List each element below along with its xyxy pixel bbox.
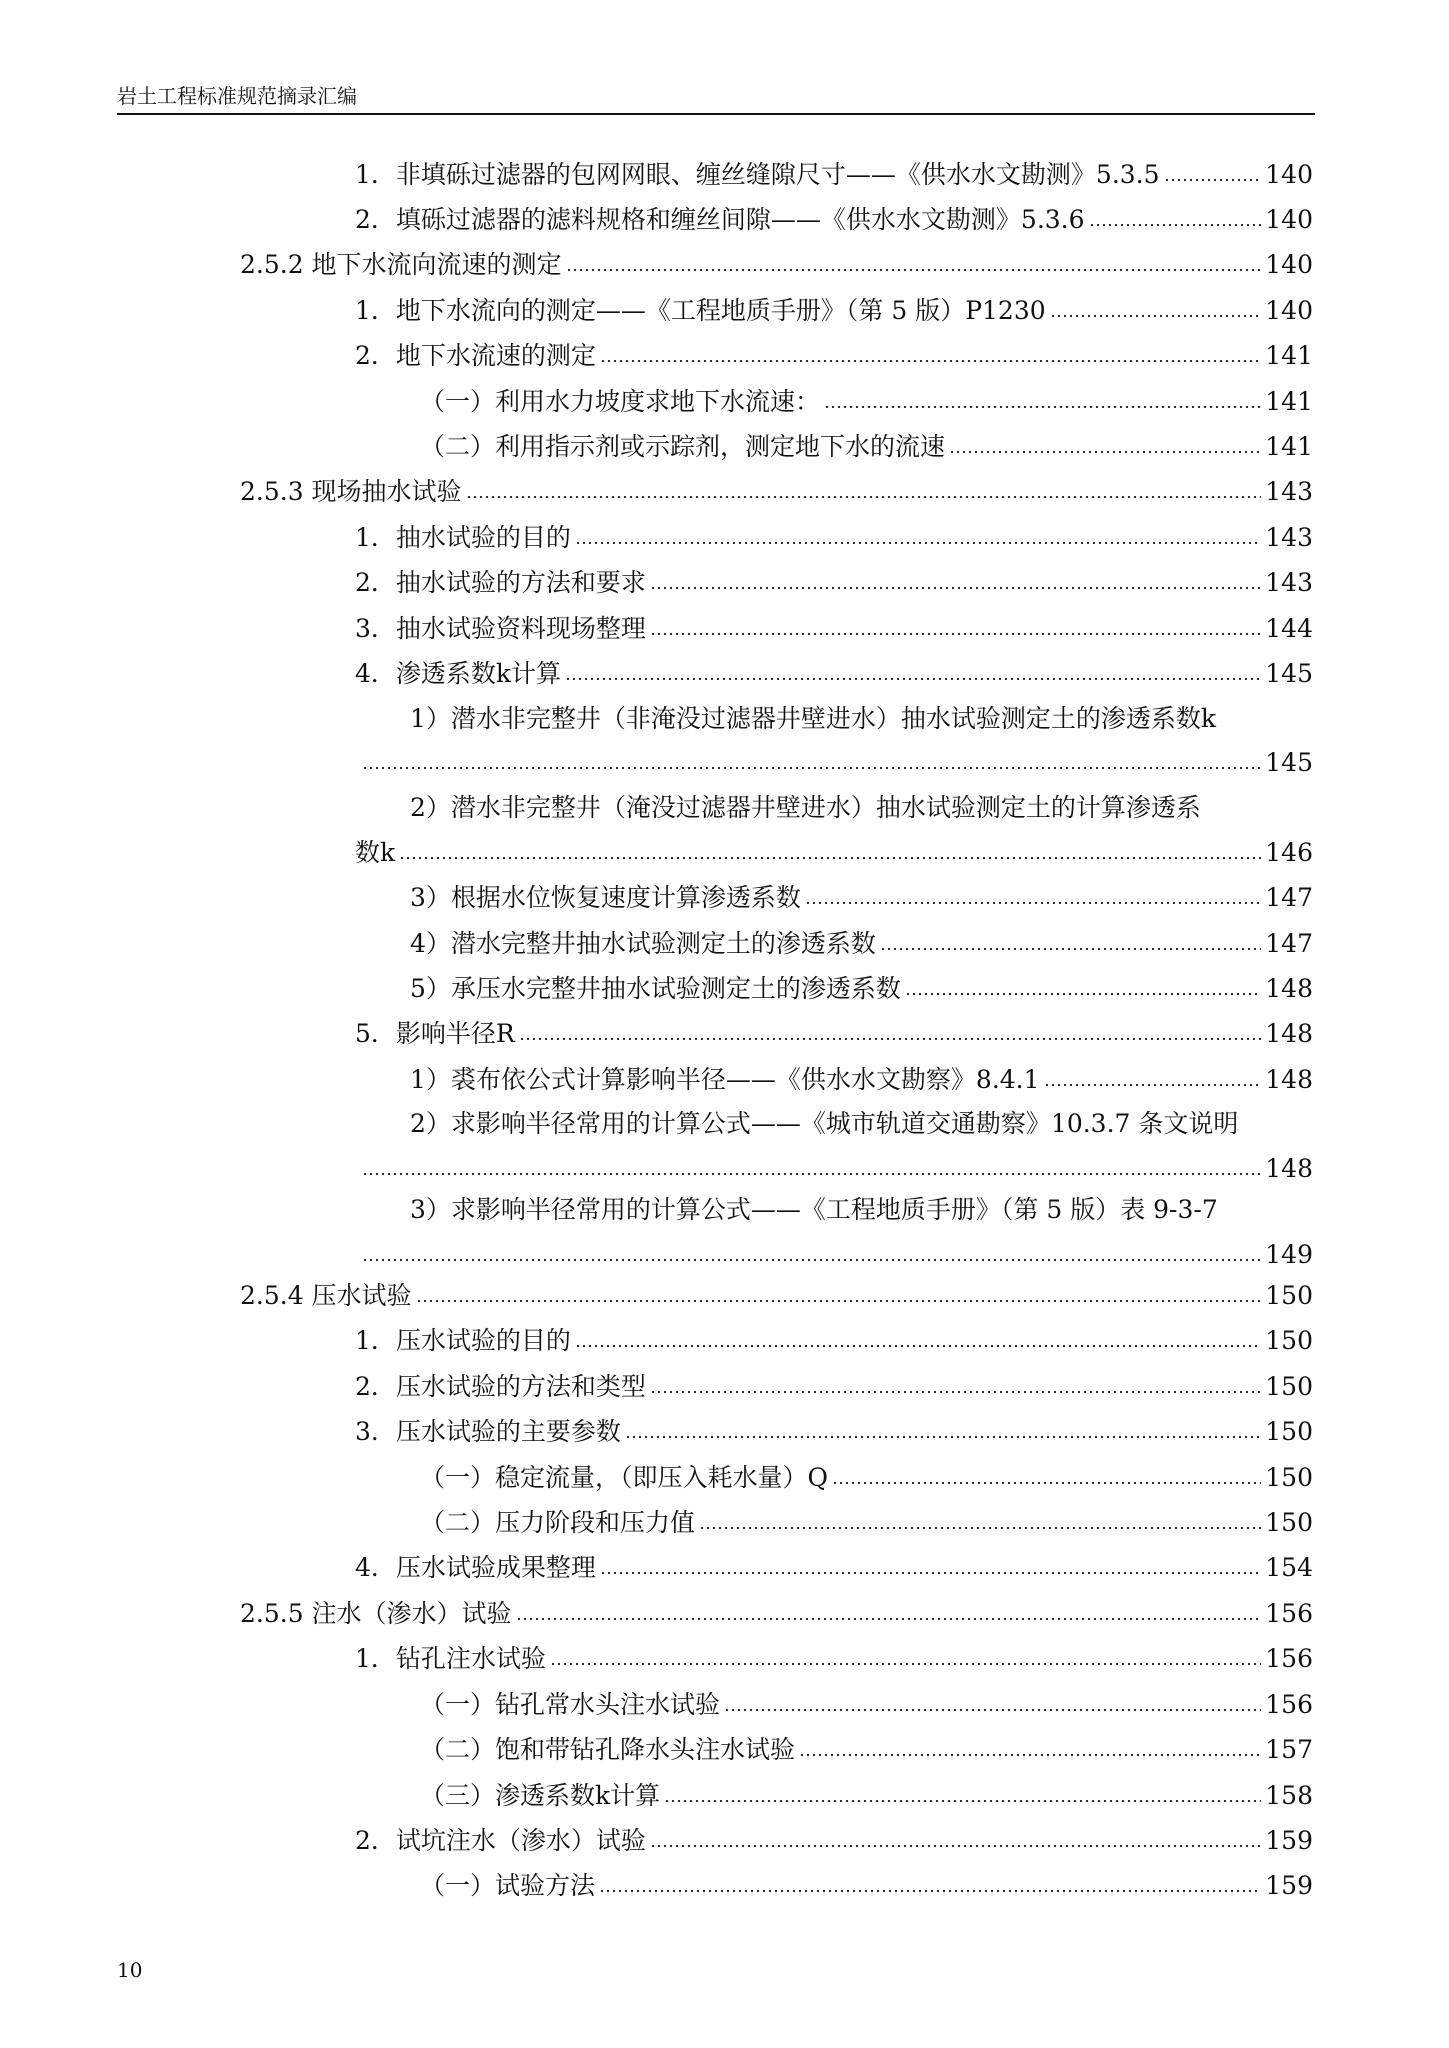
toc-entry-text: 2.5.4 压水试验 [240, 1281, 412, 1310]
leader-dots [824, 404, 1261, 410]
toc-section-entry[interactable] [240, 250, 1313, 280]
leader-dots [565, 676, 1261, 682]
toc-entry-page: 154 [1265, 1553, 1313, 1582]
toc-entry-text: 3．抽水试验资料现场整理 [355, 614, 646, 643]
toc-entry-page: 145 [1265, 748, 1313, 777]
toc-subentry[interactable] [410, 883, 1313, 913]
toc-entry-text: 2.5.5 注水（渗水）试验 [240, 1599, 512, 1628]
leader-dots [466, 494, 1262, 500]
toc-entry[interactable] [355, 205, 1313, 235]
leader-dots [519, 1036, 1262, 1042]
leader-dots [1050, 313, 1262, 319]
toc-entry-text: （三）渗透系数k计算 [420, 1781, 661, 1810]
toc-entry-text: （一）稳定流量，（即压入耗水量）Q [420, 1463, 828, 1492]
toc-entry-page: 157 [1265, 1735, 1313, 1764]
leader-dots [1044, 1082, 1262, 1088]
toc-entry[interactable] [355, 1553, 1313, 1583]
leader-dots [516, 1616, 1262, 1622]
toc-subentry[interactable] [420, 387, 1313, 417]
toc-entry-page: 140 [1265, 296, 1313, 325]
toc-entry[interactable] [355, 614, 1313, 644]
leader-dots [550, 1661, 1261, 1667]
leader-dots [566, 267, 1262, 273]
toc-entry-text: 1）潜水非完整井（非淹没过滤器井壁进水）抽水试验测定土的渗透系数k [410, 704, 1217, 733]
toc-entry-page: 159 [1265, 1871, 1313, 1900]
toc-entry-continuation[interactable] [362, 748, 1313, 778]
toc-entry-page: 143 [1265, 568, 1313, 597]
toc-entry-text: 1）裘布依公式计算影响半径——《供水水文勘察》8.4.1 [410, 1065, 1040, 1094]
toc-entry-page: 149 [1265, 1240, 1313, 1269]
toc-entry-text: （一）利用水力坡度求地下水流速： [420, 387, 821, 416]
leader-dots [832, 1480, 1261, 1486]
leader-dots [362, 1257, 1261, 1263]
leader-dots [600, 1570, 1261, 1576]
toc-entry-page: 147 [1265, 883, 1313, 912]
toc-subentry[interactable] [420, 1508, 1313, 1538]
toc-subentry[interactable] [420, 1871, 1313, 1901]
toc-entry-text: 5．影响半径R [355, 1019, 515, 1048]
toc-entry-page: 143 [1265, 523, 1313, 552]
toc-entry[interactable] [355, 659, 1313, 689]
toc-entry-text: （二）压力阶段和压力值 [420, 1508, 696, 1537]
leader-dots [599, 1888, 1261, 1894]
toc-entry-page: 150 [1265, 1463, 1313, 1492]
toc-entry[interactable] [355, 296, 1313, 326]
toc-entry-page: 156 [1265, 1690, 1313, 1719]
toc-entry-continuation[interactable] [362, 1154, 1313, 1184]
leader-dots [399, 855, 1261, 861]
toc-entry-page: 146 [1265, 838, 1313, 867]
toc-entry-page: 143 [1265, 477, 1313, 506]
toc-entry-text: 2．抽水试验的方法和要求 [355, 568, 646, 597]
toc-entry-text: 2.5.2 地下水流向流速的测定 [240, 250, 562, 279]
leader-dots [905, 991, 1261, 997]
leader-dots [600, 358, 1261, 364]
leader-dots [575, 1343, 1261, 1349]
leader-dots [880, 946, 1261, 952]
toc-entry-text: 2）潜水非完整井（淹没过滤器井壁进水）抽水试验测定土的计算渗透系 [410, 793, 1201, 822]
toc-entry-text: 2．压水试验的方法和类型 [355, 1372, 646, 1401]
toc-entry-text: 5）承压水完整井抽水试验测定土的渗透系数 [410, 974, 901, 1003]
toc-entry-page: 150 [1265, 1326, 1313, 1355]
leader-dots [949, 449, 1261, 455]
toc-subentry[interactable] [420, 1735, 1313, 1765]
toc-entry-text-cont: 数k [355, 838, 396, 867]
toc-entry-page: 156 [1265, 1644, 1313, 1673]
toc-entry-page: 148 [1265, 1065, 1313, 1094]
toc-section-entry[interactable] [240, 1281, 1313, 1311]
toc-entry-page: 159 [1265, 1826, 1313, 1855]
toc-entry-text: （一）试验方法 [420, 1871, 596, 1900]
toc-subentry[interactable] [420, 1781, 1313, 1811]
toc-subentry[interactable] [420, 1463, 1313, 1493]
leader-dots [625, 1434, 1261, 1440]
toc-entry-text: 2）求影响半径常用的计算公式——《城市轨道交通勘察》10.3.7 条文说明 [410, 1109, 1239, 1138]
toc-entry-page: 148 [1265, 1019, 1313, 1048]
toc-entry[interactable] [355, 1326, 1313, 1356]
toc-entry-page: 156 [1265, 1599, 1313, 1628]
header-rule [117, 113, 1315, 115]
toc-entry-text: 3．压水试验的主要参数 [355, 1417, 621, 1446]
running-header-title: 岩土工程标准规范摘录汇编 [117, 84, 357, 108]
toc-entry[interactable] [355, 1826, 1313, 1856]
toc-entry[interactable] [355, 1372, 1313, 1402]
toc-entry-text: 2．试坑注水（渗水）试验 [355, 1826, 646, 1855]
toc-entry-page: 140 [1265, 250, 1313, 279]
leader-dots [1089, 222, 1262, 228]
toc-entry[interactable] [355, 1644, 1313, 1674]
toc-entry[interactable] [355, 160, 1313, 190]
toc-entry-text: 2．地下水流速的测定 [355, 341, 596, 370]
leader-dots [805, 900, 1261, 906]
toc-entry-page: 141 [1265, 387, 1313, 416]
toc-entry-page: 140 [1265, 205, 1313, 234]
toc-entry[interactable] [355, 341, 1313, 371]
leader-dots [416, 1298, 1262, 1304]
toc-subentry[interactable] [410, 1065, 1313, 1095]
leader-dots [799, 1752, 1261, 1758]
leader-dots [650, 1843, 1261, 1849]
toc-entry-page: 150 [1265, 1281, 1313, 1310]
toc-entry-text: （二）利用指示剂或示踪剂，测定地下水的流速 [420, 432, 946, 461]
leader-dots [699, 1525, 1261, 1531]
toc-entry[interactable] [355, 568, 1313, 598]
toc-section-entry[interactable] [240, 477, 1313, 507]
toc-entry-page: 144 [1265, 614, 1313, 643]
toc-entry[interactable] [355, 1417, 1313, 1447]
toc-entry-page: 150 [1265, 1417, 1313, 1446]
toc-entry[interactable] [355, 523, 1313, 553]
toc-entry-text: （二）饱和带钻孔降水头注水试验 [420, 1735, 796, 1764]
toc-subentry[interactable] [410, 974, 1313, 1004]
toc-subentry[interactable] [420, 432, 1313, 462]
leader-dots [664, 1798, 1261, 1804]
toc-entry[interactable] [355, 1019, 1313, 1049]
toc-entry-text: 1．钻孔注水试验 [355, 1644, 546, 1673]
toc-entry-text: 1．非填砾过滤器的包网网眼、缠丝缝隙尺寸——《供水水文勘测》5.3.5 [355, 160, 1160, 189]
toc-entry-text: 1．抽水试验的目的 [355, 523, 571, 552]
toc-entry-page: 150 [1265, 1372, 1313, 1401]
toc-entry-text: 2．填砾过滤器的滤料规格和缠丝间隙——《供水水文勘测》5.3.6 [355, 205, 1085, 234]
toc-entry-continuation[interactable] [355, 838, 1313, 868]
toc-entry-page: 147 [1265, 929, 1313, 958]
toc-entry-text: 4．渗透系数k计算 [355, 659, 562, 688]
toc-subentry[interactable] [420, 1690, 1313, 1720]
toc-entry-text: 3）根据水位恢复速度计算渗透系数 [410, 883, 801, 912]
toc-entry-page: 150 [1265, 1508, 1313, 1537]
toc-entry-text: 2.5.3 现场抽水试验 [240, 477, 462, 506]
leader-dots [724, 1707, 1261, 1713]
toc-entry-text: 4）潜水完整井抽水试验测定土的渗透系数 [410, 929, 876, 958]
toc-section-entry[interactable] [240, 1599, 1313, 1629]
toc-entry-page: 145 [1265, 659, 1313, 688]
toc-entry-text: 1．地下水流向的测定——《工程地质手册》（第 5 版）P1230 [355, 296, 1046, 325]
leader-dots [362, 1171, 1261, 1177]
toc-entry-text: 4．压水试验成果整理 [355, 1553, 596, 1582]
leader-dots [362, 765, 1261, 771]
toc-entry-page: 141 [1265, 432, 1313, 461]
toc-entry-page: 140 [1265, 160, 1313, 189]
toc-entry-page: 158 [1265, 1781, 1313, 1810]
toc-entry-text: 3）求影响半径常用的计算公式——《工程地质手册》（第 5 版）表 9-3-7 [410, 1195, 1218, 1224]
toc-entry-continuation[interactable] [362, 1240, 1313, 1270]
leader-dots [650, 631, 1261, 637]
toc-entry-text: （一）钻孔常水头注水试验 [420, 1690, 721, 1719]
leader-dots [650, 585, 1261, 591]
toc-entry-page: 141 [1265, 341, 1313, 370]
toc-entry-page: 148 [1265, 974, 1313, 1003]
toc-subentry[interactable] [410, 929, 1313, 959]
leader-dots [650, 1389, 1261, 1395]
toc-entry-text: 1．压水试验的目的 [355, 1326, 571, 1355]
page-number: 10 [117, 1958, 143, 1982]
leader-dots [1164, 177, 1262, 183]
toc-entry-page: 148 [1265, 1154, 1313, 1183]
leader-dots [575, 540, 1261, 546]
